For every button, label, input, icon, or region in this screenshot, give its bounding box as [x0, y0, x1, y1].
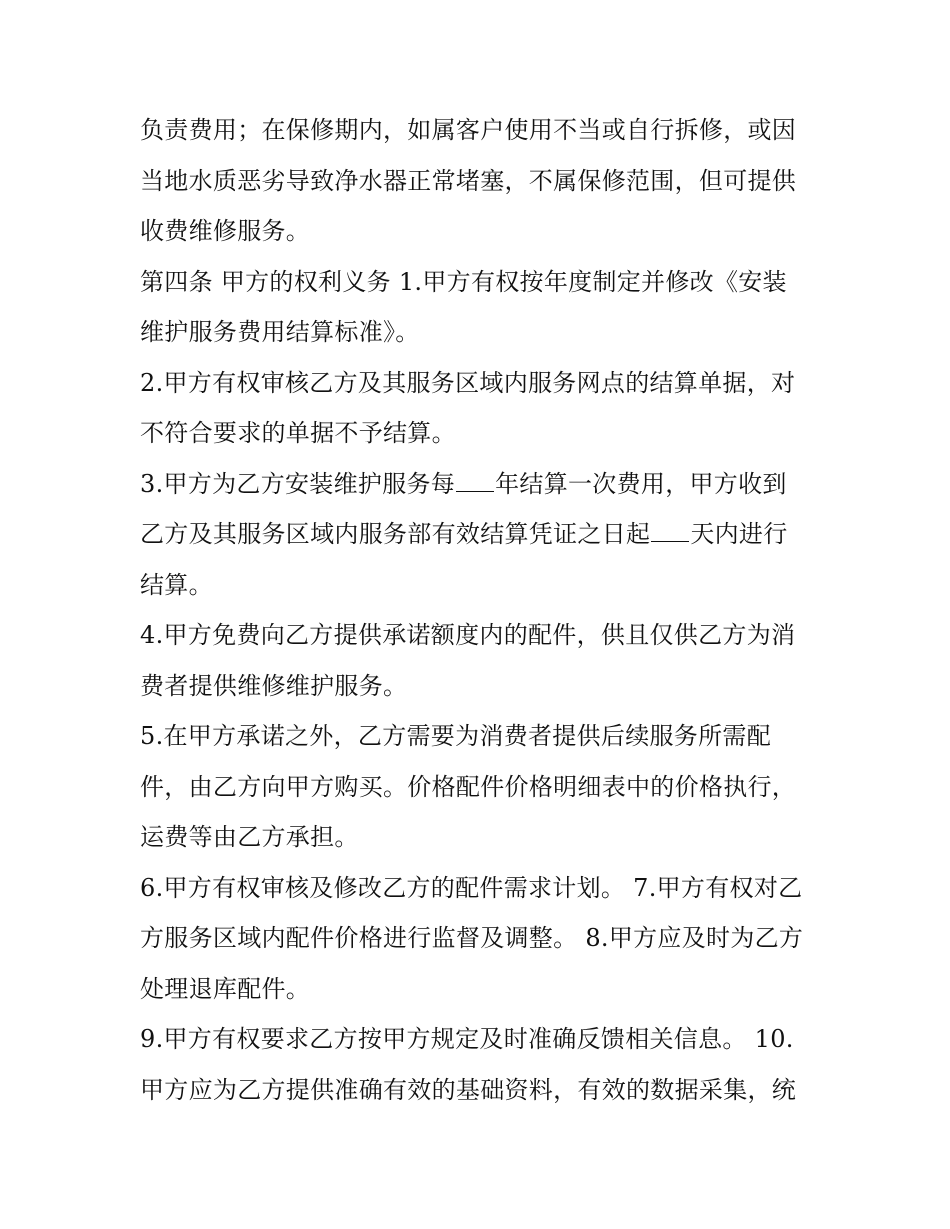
text-line: 第四条 甲方的权利义务 1.甲方有权按年度制定并修改《安装 [140, 268, 787, 296]
text-segment: 年结算一次费用，甲方收到 [495, 470, 787, 498]
text-line: 运费等由乙方承担。 [140, 823, 359, 851]
text-line: 不符合要求的单据不予结算。 [140, 419, 456, 447]
text-line: 费者提供维修维护服务。 [140, 672, 408, 700]
text-segment: 乙方及其服务区域内服务部有效结算凭证之日起 [140, 520, 651, 548]
text-line: 结算。 [140, 571, 213, 599]
text-segment: 3.甲方为乙方安装维护服务每 [140, 470, 456, 498]
text-line: 6.甲方有权审核及修改乙方的配件需求计划。 7.甲方有权对乙 [140, 874, 803, 902]
text-line: 收费维修服务。 [140, 217, 311, 245]
text-line-with-blank [140, 514, 820, 554]
text-line: 当地水质恶劣导致净水器正常堵塞，不属保修范围，但可提供 [140, 167, 797, 195]
text-line: 负责费用；在保修期内，如属客户使用不当或自行拆修，或因 [140, 116, 797, 144]
text-line-with-blank [140, 464, 820, 504]
text-line: 2.甲方有权审核乙方及其服务区域内服务网点的结算单据，对 [140, 369, 796, 397]
text-line: 5.在甲方承诺之外，乙方需要为消费者提供后续服务所需配 [140, 722, 771, 750]
fill-in-blank [456, 465, 494, 492]
text-line: 维护服务费用结算标准》。 [140, 318, 420, 346]
text-line: 处理退库配件。 [140, 975, 311, 1003]
text-line: 方服务区域内配件价格进行监督及调整。 8.甲方应及时为乙方 [140, 924, 804, 952]
text-line: 4.甲方免费向乙方提供承诺额度内的配件，供且仅供乙方为消 [140, 621, 796, 649]
text-segment: 天内进行 [690, 520, 788, 548]
text-line: 甲方应为乙方提供准确有效的基础资料，有效的数据采集，统 [140, 1076, 797, 1104]
text-line: 9.甲方有权要求乙方按甲方规定及时准确反馈相关信息。 10. [140, 1025, 794, 1053]
fill-in-blank [651, 515, 689, 542]
text-line: 件，由乙方向甲方购买。价格配件价格明细表中的价格执行， [140, 773, 797, 801]
